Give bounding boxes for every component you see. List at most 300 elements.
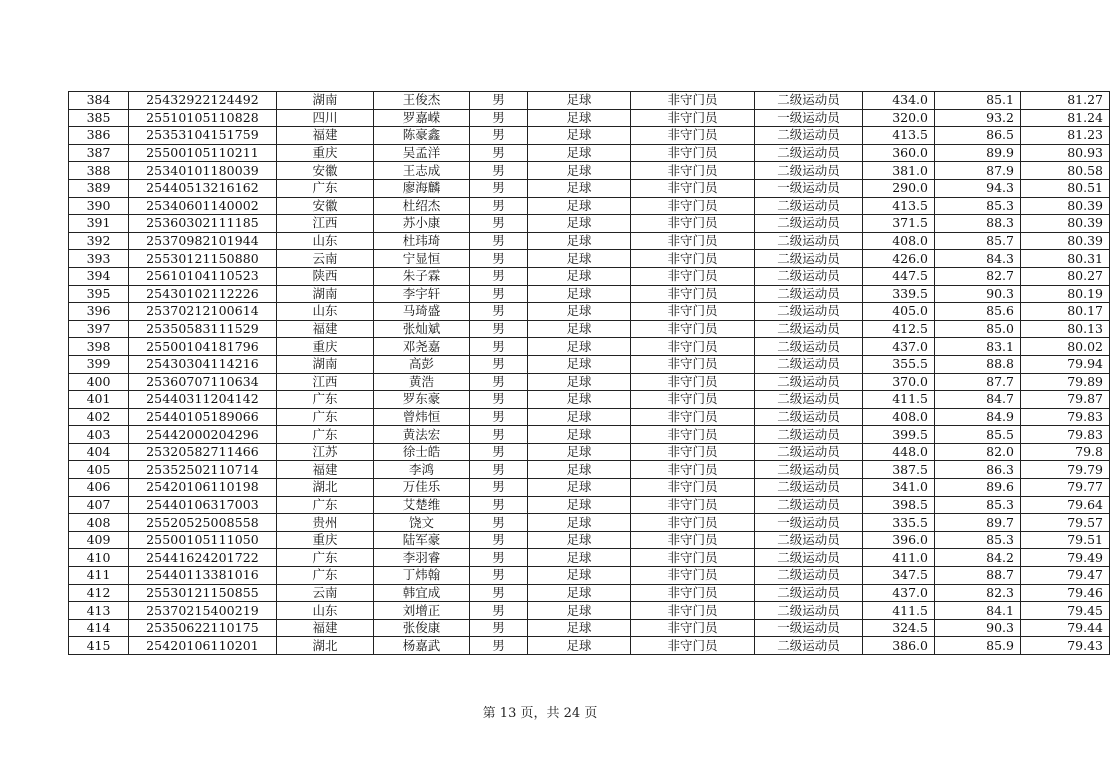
province-cell: 湖北 xyxy=(277,479,374,497)
athlete-level-cell: 二级运动员 xyxy=(755,215,863,233)
table-row xyxy=(69,426,1110,444)
total-score-cell: 80.17 xyxy=(1021,303,1110,321)
score-a-cell: 411.5 xyxy=(863,602,935,620)
sport-cell: 足球 xyxy=(528,514,631,532)
athlete-level-cell: 一级运动员 xyxy=(755,619,863,637)
position-cell: 非守门员 xyxy=(631,584,755,602)
name-cell: 艾楚维 xyxy=(374,496,470,514)
province-cell: 广东 xyxy=(277,567,374,585)
position-cell: 非守门员 xyxy=(631,215,755,233)
name-cell: 张俊康 xyxy=(374,619,470,637)
sport-cell: 足球 xyxy=(528,127,631,145)
sport-cell: 足球 xyxy=(528,267,631,285)
rank-cell: 405 xyxy=(69,461,129,479)
sport-cell: 足球 xyxy=(528,637,631,655)
name-cell: 李鸿 xyxy=(374,461,470,479)
athlete-level-cell: 二级运动员 xyxy=(755,320,863,338)
sport-cell: 足球 xyxy=(528,250,631,268)
table-row xyxy=(69,496,1110,514)
page-footer xyxy=(0,702,1080,721)
total-score-cell: 79.49 xyxy=(1021,549,1110,567)
name-cell: 高彭 xyxy=(374,355,470,373)
score-b-cell: 85.6 xyxy=(935,303,1021,321)
rank-cell: 406 xyxy=(69,479,129,497)
name-cell: 李宇轩 xyxy=(374,285,470,303)
rank-cell: 411 xyxy=(69,567,129,585)
table-row xyxy=(69,109,1110,127)
rank-cell: 408 xyxy=(69,514,129,532)
score-b-cell: 88.7 xyxy=(935,567,1021,585)
total-score-cell: 79.8 xyxy=(1021,443,1110,461)
name-cell: 黄法宏 xyxy=(374,426,470,444)
score-a-cell: 437.0 xyxy=(863,338,935,356)
score-b-cell: 84.2 xyxy=(935,549,1021,567)
score-a-cell: 347.5 xyxy=(863,567,935,585)
candidate-id-cell: 25500104181796 xyxy=(129,338,277,356)
gender-cell: 男 xyxy=(470,109,528,127)
position-cell: 非守门员 xyxy=(631,92,755,110)
province-cell: 福建 xyxy=(277,127,374,145)
rank-cell: 403 xyxy=(69,426,129,444)
name-cell: 陈豪鑫 xyxy=(374,127,470,145)
gender-cell: 男 xyxy=(470,426,528,444)
rank-cell: 396 xyxy=(69,303,129,321)
province-cell: 湖北 xyxy=(277,637,374,655)
candidate-id-cell: 25440106317003 xyxy=(129,496,277,514)
rank-cell: 386 xyxy=(69,127,129,145)
score-b-cell: 94.3 xyxy=(935,179,1021,197)
candidate-id-cell: 25370982101944 xyxy=(129,232,277,250)
name-cell: 丁炜翰 xyxy=(374,567,470,585)
candidate-id-cell: 25610104110523 xyxy=(129,267,277,285)
total-score-cell: 80.39 xyxy=(1021,232,1110,250)
province-cell: 陕西 xyxy=(277,267,374,285)
score-b-cell: 84.3 xyxy=(935,250,1021,268)
rank-cell: 415 xyxy=(69,637,129,655)
province-cell: 广东 xyxy=(277,549,374,567)
athlete-level-cell: 二级运动员 xyxy=(755,232,863,250)
score-b-cell: 89.9 xyxy=(935,144,1021,162)
province-cell: 福建 xyxy=(277,461,374,479)
total-score-cell: 80.58 xyxy=(1021,162,1110,180)
footer-suffix: 页 xyxy=(584,706,598,721)
athlete-level-cell: 一级运动员 xyxy=(755,514,863,532)
score-b-cell: 86.5 xyxy=(935,127,1021,145)
province-cell: 贵州 xyxy=(277,514,374,532)
athlete-level-cell: 二级运动员 xyxy=(755,461,863,479)
score-a-cell: 371.5 xyxy=(863,215,935,233)
rank-cell: 388 xyxy=(69,162,129,180)
gender-cell: 男 xyxy=(470,92,528,110)
score-b-cell: 82.0 xyxy=(935,443,1021,461)
athlete-level-cell: 二级运动员 xyxy=(755,549,863,567)
athlete-level-cell: 二级运动员 xyxy=(755,479,863,497)
athlete-level-cell: 二级运动员 xyxy=(755,285,863,303)
table-row xyxy=(69,127,1110,145)
score-b-cell: 84.1 xyxy=(935,602,1021,620)
athlete-level-cell: 二级运动员 xyxy=(755,496,863,514)
rank-cell: 397 xyxy=(69,320,129,338)
rank-cell: 387 xyxy=(69,144,129,162)
candidate-id-cell: 25430304114216 xyxy=(129,355,277,373)
table-row xyxy=(69,355,1110,373)
score-a-cell: 448.0 xyxy=(863,443,935,461)
gender-cell: 男 xyxy=(470,144,528,162)
position-cell: 非守门员 xyxy=(631,391,755,409)
score-a-cell: 411.0 xyxy=(863,549,935,567)
rank-cell: 412 xyxy=(69,584,129,602)
position-cell: 非守门员 xyxy=(631,250,755,268)
table-row xyxy=(69,584,1110,602)
province-cell: 安徽 xyxy=(277,197,374,215)
position-cell: 非守门员 xyxy=(631,285,755,303)
score-a-cell: 408.0 xyxy=(863,408,935,426)
score-b-cell: 85.1 xyxy=(935,92,1021,110)
total-score-cell: 79.87 xyxy=(1021,391,1110,409)
score-a-cell: 341.0 xyxy=(863,479,935,497)
total-score-cell: 81.24 xyxy=(1021,109,1110,127)
position-cell: 非守门员 xyxy=(631,496,755,514)
gender-cell: 男 xyxy=(470,479,528,497)
candidate-id-cell: 25510105110828 xyxy=(129,109,277,127)
gender-cell: 男 xyxy=(470,232,528,250)
gender-cell: 男 xyxy=(470,531,528,549)
gender-cell: 男 xyxy=(470,408,528,426)
rank-cell: 414 xyxy=(69,619,129,637)
province-cell: 广东 xyxy=(277,391,374,409)
score-a-cell: 399.5 xyxy=(863,426,935,444)
table-row xyxy=(69,443,1110,461)
position-cell: 非守门员 xyxy=(631,373,755,391)
name-cell: 杜玮琦 xyxy=(374,232,470,250)
score-a-cell: 411.5 xyxy=(863,391,935,409)
total-score-cell: 80.39 xyxy=(1021,215,1110,233)
score-b-cell: 84.9 xyxy=(935,408,1021,426)
score-a-cell: 381.0 xyxy=(863,162,935,180)
total-score-cell: 79.64 xyxy=(1021,496,1110,514)
position-cell: 非守门员 xyxy=(631,602,755,620)
total-score-cell: 79.94 xyxy=(1021,355,1110,373)
table-row xyxy=(69,162,1110,180)
score-a-cell: 360.0 xyxy=(863,144,935,162)
athlete-level-cell: 二级运动员 xyxy=(755,162,863,180)
total-score-cell: 79.89 xyxy=(1021,373,1110,391)
table-row xyxy=(69,637,1110,655)
sport-cell: 足球 xyxy=(528,496,631,514)
province-cell: 广东 xyxy=(277,408,374,426)
table-row xyxy=(69,391,1110,409)
gender-cell: 男 xyxy=(470,320,528,338)
total-score-cell: 79.57 xyxy=(1021,514,1110,532)
name-cell: 朱子霖 xyxy=(374,267,470,285)
sport-cell: 足球 xyxy=(528,303,631,321)
score-a-cell: 335.5 xyxy=(863,514,935,532)
table-row xyxy=(69,514,1110,532)
table-row xyxy=(69,250,1110,268)
sport-cell: 足球 xyxy=(528,320,631,338)
athlete-level-cell: 一级运动员 xyxy=(755,109,863,127)
score-a-cell: 437.0 xyxy=(863,584,935,602)
score-b-cell: 88.3 xyxy=(935,215,1021,233)
score-b-cell: 86.3 xyxy=(935,461,1021,479)
rank-cell: 399 xyxy=(69,355,129,373)
name-cell: 宁显恒 xyxy=(374,250,470,268)
score-b-cell: 90.3 xyxy=(935,619,1021,637)
gender-cell: 男 xyxy=(470,162,528,180)
table-row xyxy=(69,619,1110,637)
position-cell: 非守门员 xyxy=(631,567,755,585)
candidate-id-cell: 25340101180039 xyxy=(129,162,277,180)
table-row xyxy=(69,531,1110,549)
rank-cell: 400 xyxy=(69,373,129,391)
sport-cell: 足球 xyxy=(528,197,631,215)
athlete-level-cell: 二级运动员 xyxy=(755,637,863,655)
athlete-level-cell: 二级运动员 xyxy=(755,355,863,373)
footer-prefix: 第 xyxy=(482,706,496,721)
province-cell: 重庆 xyxy=(277,144,374,162)
gender-cell: 男 xyxy=(470,250,528,268)
table-row xyxy=(69,179,1110,197)
name-cell: 万佳乐 xyxy=(374,479,470,497)
gender-cell: 男 xyxy=(470,303,528,321)
position-cell: 非守门员 xyxy=(631,355,755,373)
rank-cell: 392 xyxy=(69,232,129,250)
score-a-cell: 339.5 xyxy=(863,285,935,303)
province-cell: 福建 xyxy=(277,619,374,637)
score-a-cell: 355.5 xyxy=(863,355,935,373)
sport-cell: 足球 xyxy=(528,373,631,391)
rank-cell: 394 xyxy=(69,267,129,285)
score-a-cell: 426.0 xyxy=(863,250,935,268)
gender-cell: 男 xyxy=(470,584,528,602)
province-cell: 四川 xyxy=(277,109,374,127)
sport-cell: 足球 xyxy=(528,443,631,461)
sport-cell: 足球 xyxy=(528,92,631,110)
province-cell: 广东 xyxy=(277,179,374,197)
candidate-id-cell: 25440105189066 xyxy=(129,408,277,426)
gender-cell: 男 xyxy=(470,179,528,197)
candidate-id-cell: 25370215400219 xyxy=(129,602,277,620)
athlete-level-cell: 二级运动员 xyxy=(755,338,863,356)
score-b-cell: 85.5 xyxy=(935,426,1021,444)
sport-cell: 足球 xyxy=(528,619,631,637)
athlete-level-cell: 二级运动员 xyxy=(755,567,863,585)
name-cell: 曾炜恒 xyxy=(374,408,470,426)
position-cell: 非守门员 xyxy=(631,514,755,532)
gender-cell: 男 xyxy=(470,197,528,215)
score-b-cell: 93.2 xyxy=(935,109,1021,127)
rank-cell: 384 xyxy=(69,92,129,110)
sport-cell: 足球 xyxy=(528,602,631,620)
score-a-cell: 386.0 xyxy=(863,637,935,655)
gender-cell: 男 xyxy=(470,127,528,145)
table-row xyxy=(69,373,1110,391)
score-a-cell: 320.0 xyxy=(863,109,935,127)
name-cell: 韩宜成 xyxy=(374,584,470,602)
position-cell: 非守门员 xyxy=(631,162,755,180)
total-score-cell: 79.79 xyxy=(1021,461,1110,479)
score-a-cell: 396.0 xyxy=(863,531,935,549)
province-cell: 湖南 xyxy=(277,355,374,373)
gender-cell: 男 xyxy=(470,461,528,479)
results-table-body xyxy=(69,92,1110,655)
sport-cell: 足球 xyxy=(528,338,631,356)
position-cell: 非守门员 xyxy=(631,637,755,655)
gender-cell: 男 xyxy=(470,338,528,356)
rank-cell: 390 xyxy=(69,197,129,215)
score-b-cell: 82.7 xyxy=(935,267,1021,285)
province-cell: 湖南 xyxy=(277,92,374,110)
total-score-cell: 81.27 xyxy=(1021,92,1110,110)
name-cell: 罗东豪 xyxy=(374,391,470,409)
province-cell: 云南 xyxy=(277,584,374,602)
position-cell: 非守门员 xyxy=(631,320,755,338)
sport-cell: 足球 xyxy=(528,285,631,303)
name-cell: 张灿斌 xyxy=(374,320,470,338)
total-score-cell: 80.51 xyxy=(1021,179,1110,197)
table-row xyxy=(69,461,1110,479)
position-cell: 非守门员 xyxy=(631,303,755,321)
gender-cell: 男 xyxy=(470,567,528,585)
candidate-id-cell: 25530121150855 xyxy=(129,584,277,602)
footer-current-page: 13 xyxy=(499,706,517,721)
name-cell: 马琦盛 xyxy=(374,303,470,321)
province-cell: 福建 xyxy=(277,320,374,338)
province-cell: 江西 xyxy=(277,373,374,391)
table-row xyxy=(69,285,1110,303)
name-cell: 徐士皓 xyxy=(374,443,470,461)
score-a-cell: 398.5 xyxy=(863,496,935,514)
total-score-cell: 79.51 xyxy=(1021,531,1110,549)
province-cell: 山东 xyxy=(277,602,374,620)
gender-cell: 男 xyxy=(470,215,528,233)
score-a-cell: 324.5 xyxy=(863,619,935,637)
position-cell: 非守门员 xyxy=(631,197,755,215)
position-cell: 非守门员 xyxy=(631,619,755,637)
candidate-id-cell: 25520525008558 xyxy=(129,514,277,532)
name-cell: 邓尧嘉 xyxy=(374,338,470,356)
province-cell: 江苏 xyxy=(277,443,374,461)
province-cell: 重庆 xyxy=(277,531,374,549)
sport-cell: 足球 xyxy=(528,426,631,444)
gender-cell: 男 xyxy=(470,443,528,461)
total-score-cell: 79.77 xyxy=(1021,479,1110,497)
score-b-cell: 82.3 xyxy=(935,584,1021,602)
score-b-cell: 85.9 xyxy=(935,637,1021,655)
sport-cell: 足球 xyxy=(528,144,631,162)
score-b-cell: 85.3 xyxy=(935,531,1021,549)
candidate-id-cell: 25353104151759 xyxy=(129,127,277,145)
gender-cell: 男 xyxy=(470,514,528,532)
total-score-cell: 79.44 xyxy=(1021,619,1110,637)
candidate-id-cell: 25442000204296 xyxy=(129,426,277,444)
candidate-id-cell: 25420106110198 xyxy=(129,479,277,497)
score-b-cell: 85.7 xyxy=(935,232,1021,250)
candidate-id-cell: 25430102112226 xyxy=(129,285,277,303)
score-b-cell: 87.9 xyxy=(935,162,1021,180)
score-a-cell: 370.0 xyxy=(863,373,935,391)
name-cell: 陆军豪 xyxy=(374,531,470,549)
rank-cell: 404 xyxy=(69,443,129,461)
total-score-cell: 80.27 xyxy=(1021,267,1110,285)
sport-cell: 足球 xyxy=(528,479,631,497)
table-row xyxy=(69,92,1110,110)
sport-cell: 足球 xyxy=(528,549,631,567)
gender-cell: 男 xyxy=(470,549,528,567)
athlete-level-cell: 二级运动员 xyxy=(755,426,863,444)
score-b-cell: 83.1 xyxy=(935,338,1021,356)
province-cell: 江西 xyxy=(277,215,374,233)
position-cell: 非守门员 xyxy=(631,426,755,444)
total-score-cell: 79.47 xyxy=(1021,567,1110,585)
gender-cell: 男 xyxy=(470,373,528,391)
name-cell: 廖海麟 xyxy=(374,179,470,197)
table-row xyxy=(69,408,1110,426)
table-row xyxy=(69,320,1110,338)
position-cell: 非守门员 xyxy=(631,179,755,197)
gender-cell: 男 xyxy=(470,637,528,655)
results-table xyxy=(68,91,1110,655)
candidate-id-cell: 25360302111185 xyxy=(129,215,277,233)
total-score-cell: 79.83 xyxy=(1021,408,1110,426)
athlete-level-cell: 二级运动员 xyxy=(755,408,863,426)
athlete-level-cell: 二级运动员 xyxy=(755,602,863,620)
sport-cell: 足球 xyxy=(528,584,631,602)
name-cell: 吴孟洋 xyxy=(374,144,470,162)
rank-cell: 385 xyxy=(69,109,129,127)
position-cell: 非守门员 xyxy=(631,267,755,285)
table-row xyxy=(69,197,1110,215)
candidate-id-cell: 25350583111529 xyxy=(129,320,277,338)
rank-cell: 401 xyxy=(69,391,129,409)
score-b-cell: 85.0 xyxy=(935,320,1021,338)
score-b-cell: 89.7 xyxy=(935,514,1021,532)
sport-cell: 足球 xyxy=(528,408,631,426)
rank-cell: 398 xyxy=(69,338,129,356)
name-cell: 饶文 xyxy=(374,514,470,532)
position-cell: 非守门员 xyxy=(631,127,755,145)
table-row xyxy=(69,232,1110,250)
name-cell: 刘增正 xyxy=(374,602,470,620)
candidate-id-cell: 25360707110634 xyxy=(129,373,277,391)
score-b-cell: 89.6 xyxy=(935,479,1021,497)
sport-cell: 足球 xyxy=(528,179,631,197)
name-cell: 黄浩 xyxy=(374,373,470,391)
rank-cell: 413 xyxy=(69,602,129,620)
name-cell: 王俊杰 xyxy=(374,92,470,110)
total-score-cell: 80.93 xyxy=(1021,144,1110,162)
position-cell: 非守门员 xyxy=(631,144,755,162)
position-cell: 非守门员 xyxy=(631,109,755,127)
score-b-cell: 90.3 xyxy=(935,285,1021,303)
score-a-cell: 413.5 xyxy=(863,127,935,145)
rank-cell: 391 xyxy=(69,215,129,233)
name-cell: 苏小康 xyxy=(374,215,470,233)
sport-cell: 足球 xyxy=(528,232,631,250)
table-row xyxy=(69,215,1110,233)
athlete-level-cell: 二级运动员 xyxy=(755,144,863,162)
candidate-id-cell: 25432922124492 xyxy=(129,92,277,110)
table-row xyxy=(69,267,1110,285)
candidate-id-cell: 25320582711466 xyxy=(129,443,277,461)
score-b-cell: 87.7 xyxy=(935,373,1021,391)
candidate-id-cell: 25350622110175 xyxy=(129,619,277,637)
candidate-id-cell: 25441624201722 xyxy=(129,549,277,567)
athlete-level-cell: 二级运动员 xyxy=(755,127,863,145)
province-cell: 山东 xyxy=(277,232,374,250)
position-cell: 非守门员 xyxy=(631,531,755,549)
candidate-id-cell: 25352502110714 xyxy=(129,461,277,479)
